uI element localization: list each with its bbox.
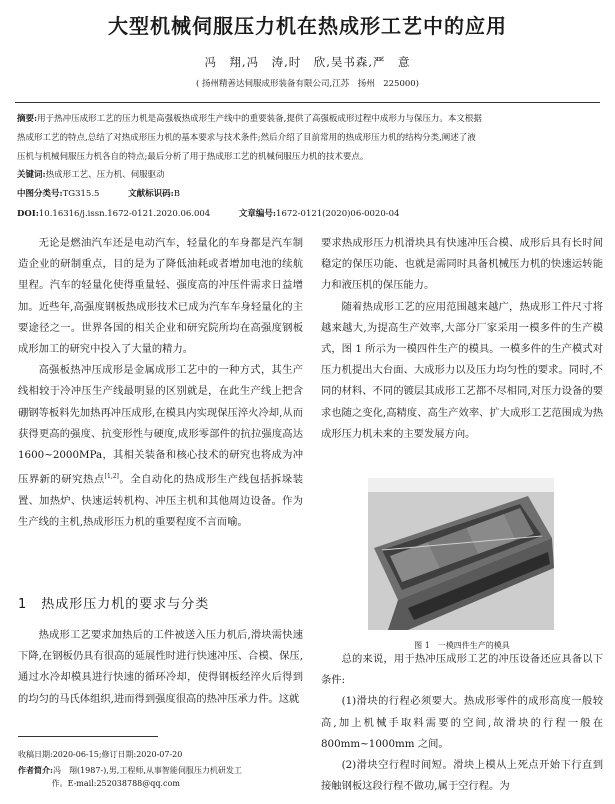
paper-title: 大型机械伺服压力机在热成形工艺中的应用 [108,14,507,38]
doc-code-value: B [173,189,181,199]
keywords [17,168,165,180]
author-list: 冯 翔,冯 涛,时 欣,吴书森,严 意 [204,55,411,69]
left-column-continued [18,625,303,710]
keywords-label: 关键词: [17,170,46,180]
doi-row [17,207,399,219]
article-number-label: 文章编号: [238,209,277,219]
classification-row [17,187,180,199]
body-text: 。全自动化的热成形生产线包括拆垛装置、加热炉、快速运转机构、冲压主机和其他周边设备。作为生产线的主机,热成形压力机的重要程度不言而喻。 [18,473,304,529]
received-date: 收稿日期:2020-06-15;修订日期:2020-07-20 [18,750,183,759]
abstract [17,110,600,167]
clc-label: 中图分类号: [17,189,63,199]
right-column-continued [321,649,603,797]
abstract-line-2: 热成形工艺的特点,总结了对热成形压力机的基本要求与技术条件;然后介绍了目前常用的热成形压力机的结构分类,阐述了液 [17,133,476,143]
header-divider [15,102,600,103]
doi-label: DOI: [17,209,39,219]
author-bio-email: 作。E-mail:252038788@qq.com [51,779,180,788]
affiliation: ( 扬州精善达伺服成形装备有限公司,江苏 扬州 225000) [196,79,419,89]
figure-caption: 图 1 一模四件生产的模具 [414,641,510,650]
list-item: (2)滑块空行程时间短。滑块上模从上死点开始下行直到接触钢板这段行程不做功,属于空行程。为 [321,759,603,793]
keywords-value: 热成形工艺、压力机、伺服驱动 [45,170,165,180]
doi-value: 10.16316/j.issn.1672-0121.2020.06.004 [38,209,211,219]
left-column [18,233,303,533]
section-title: 热成形压力机的要求与分类 [41,597,210,612]
body-paragraph: 要求热成形压力机滑块具有快速冲压合模、成形后具有长时间稳定的保压功能、也就是需同时具备机械压力机的快速运转能力和液压机的保压能力。 [321,237,603,292]
author-bio-text: 冯 翔(1987-),男,工程师,从事智能伺服压力机研发工 [52,766,242,775]
citation: [1,2] [104,473,119,481]
footnote-divider [18,736,158,737]
body-paragraph: 总的来说，用于热冲压成形工艺的冲压设备还应具备以下条件: [321,653,603,687]
author-bio [18,764,303,790]
section-number: 1 [18,597,28,612]
list-item: (1)滑块的行程必须要大。热成形零件的成形高度一般较高,加上机械手取料需要的空间,故滑块的行程一般在 800mm~1000mm 之间。 [321,695,603,750]
abstract-line-3: 压机与机械伺服压力机各自的特点;最后分析了用于热成形工艺的机械伺服压力机的技术要点。 [17,152,369,162]
clc-value: TG315.5 [62,189,100,199]
right-column [321,233,603,445]
doc-code-label: 文献标识码: [128,189,174,199]
abstract-line-1: 用于热冲压成形工艺的压力机是高强板热成形生产线中的重要装备,提供了高强板成形过程中成形力与保压力。本文根据 [37,114,482,124]
body-paragraph [18,360,303,533]
author-bio-label: 作者简介: [18,765,53,775]
abstract-label: 摘要: [17,114,38,124]
body-paragraph: 无论是燃油汽车还是电动汽车，轻量化的车身都是汽车制造企业的研制重点，目的是为了降低油耗或者增加电池的续航里程。汽车的轻量化使得重量轻、强度高的冲压件需求日益增加。近些年,高强度钢板热成形技术已成为汽车车身轻量化的主要途径之一。世界各国的相关企业和研究院所均在高强度钢板成形加工的研究中投入了大量的精力。 [18,237,303,356]
body-text: 高强板热冲压成形是金属成形工艺中的一种方式，其生产线相较于冷冲压生产线最明显的区别就是，在此生产线上把含硼钢等板料先加热再冲压成形,在模具内实现保压淬火冷却,从而获得更高的强度、抗变形性与硬度,成形零部件的抗拉强度高达1600~2000MPa，其相关装备和核心技术的研究也将成为冲压界新的研究热点 [18,364,303,486]
section-heading [18,593,209,612]
figure-die-photo [368,478,554,630]
body-paragraph: 热成形工艺要求加热后的工件被送入压力机后,滑块需快速下降,在钢板仍具有很高的延展性时进行快速冲压、合模、保压,通过水冷却模具进行快速的循环冷却，使得钢板经淬火后得到的均匀的马氏体组织,进而得到强度很高的热冲压承力件。这就 [18,629,303,705]
body-paragraph: 随着热成形工艺的应用范围越来越广，热成形工件尺寸将越来越大,为提高生产效率,大部分厂家采用一模多件的生产模式，图 1 所示为一模四件生产的模具。一模多件的生产模式对压力机提出大台面、大成形力以及压力均匀性的要求。同时,不同的材料、不同的镀层其成形工艺都不尽相同,对压力设备的要求也随之变化,高精度、高生产效率、扩大成形工艺范围成为热成形压力机未来的主要发展方向。 [321,300,603,440]
article-number-value: 1672-0121(2020)06-0020-04 [276,209,400,219]
